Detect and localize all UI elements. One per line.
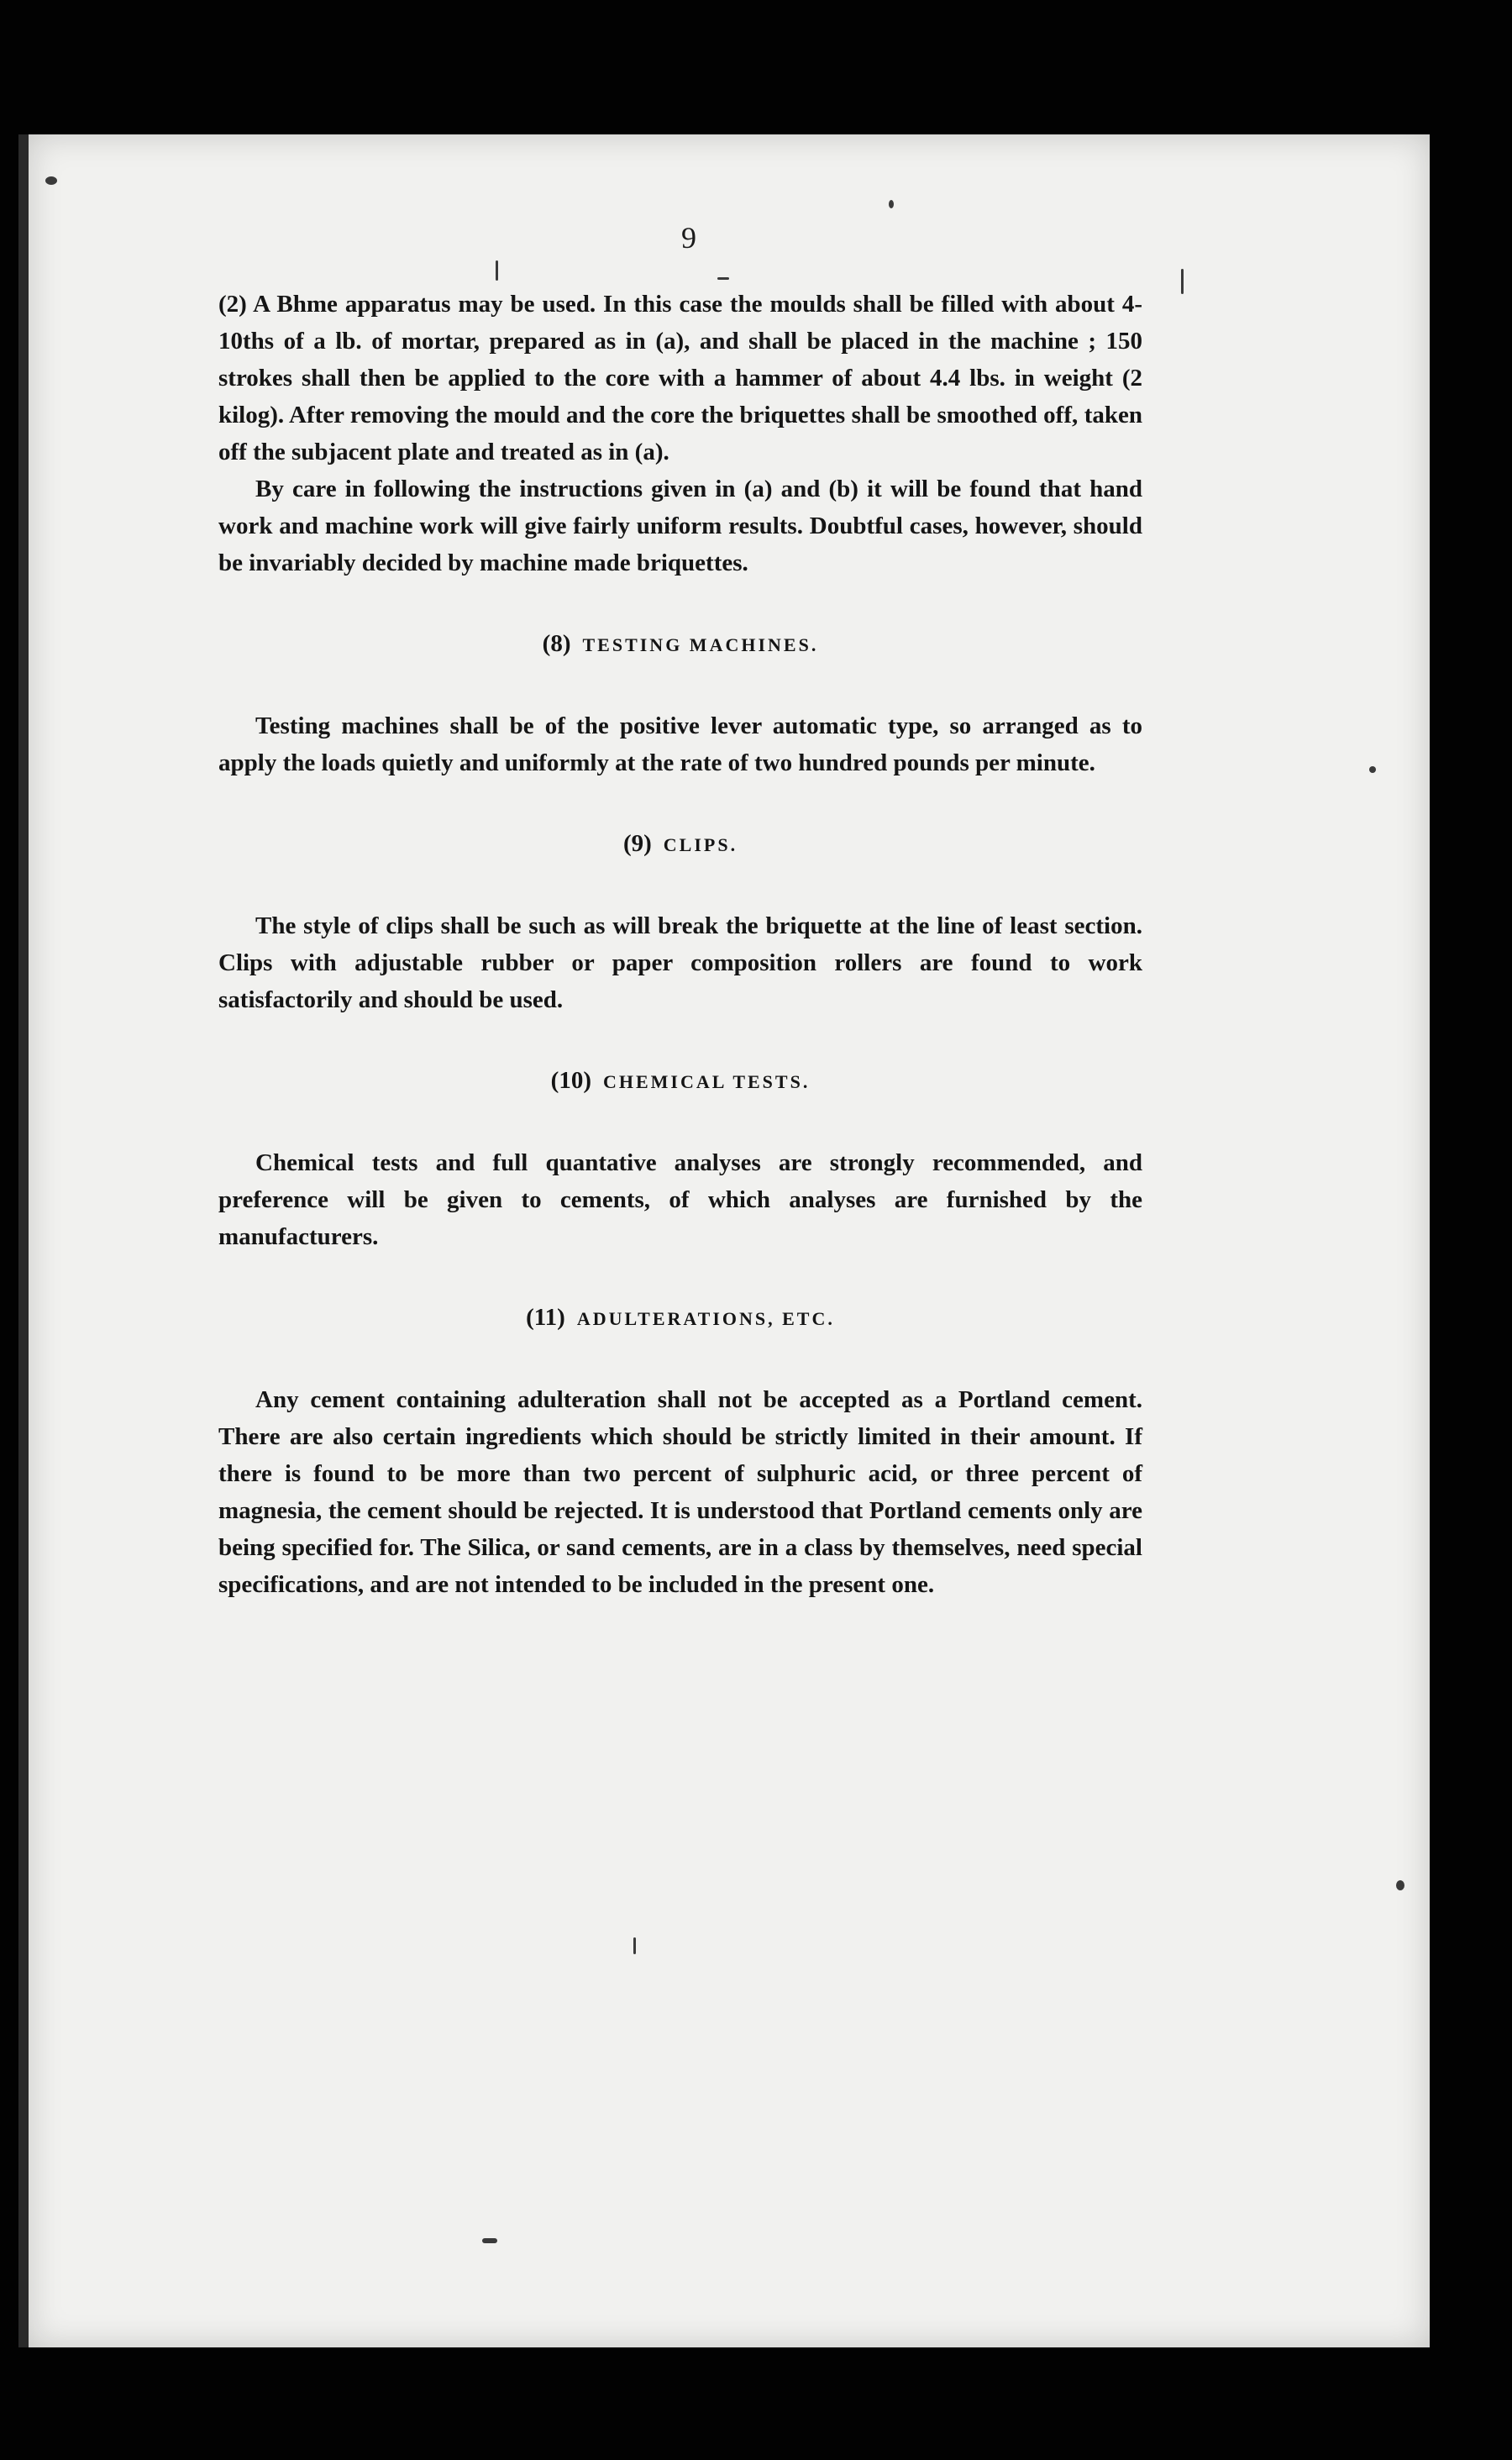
- paragraph-care: By care in following the instructions given in (a) and (b) it will be found that hand work and machine work will give fairly uniform results. Doubtful cases, however, should be invariably decided by machine made briquettes.: [218, 476, 1142, 576]
- section-heading-chemical-tests: [218, 1062, 1142, 1101]
- document-body: [218, 286, 1142, 1603]
- section-title: CLIPS.: [663, 834, 738, 855]
- section-title: TESTING MACHINES.: [582, 634, 819, 655]
- paragraph-apparatus: (2) A Bhme apparatus may be used. In this case the moulds shall be filled with about 4-10ths of a lb. of mortar, prepared as in (a), and shall be placed in the machine ; 150 strokes shall then be applied to the core with a hammer of about 4.4 lbs. in weight (2 kilog). After removing the mould and the core the briquettes shall be smoothed off, taken off the subjacent plate and treated as in (a).: [218, 291, 1142, 465]
- section-number: (11): [526, 1304, 565, 1331]
- section-number: (9): [622, 830, 652, 857]
- section-number: (10): [550, 1067, 591, 1094]
- section-number: (8): [542, 630, 571, 657]
- section-title: CHEMICAL TESTS.: [602, 1071, 811, 1092]
- paragraph-clips: The style of clips shall be such as will break the briquette at the line of least section. Clips with adjustable rubber or paper composition rollers are found to work satisfactorily and should be used.: [218, 912, 1142, 1013]
- section-heading-clips: [218, 825, 1142, 864]
- paragraph-testing-machines: Testing machines shall be of the positive lever automatic type, so arranged as to apply the loads quietly and uniformly at the rate of two hundred pounds per minute.: [218, 712, 1142, 776]
- page-number: 9: [681, 221, 696, 255]
- section-heading-testing-machines: [218, 625, 1142, 664]
- section-title: ADULTERATIONS, ETC.: [576, 1308, 835, 1329]
- paragraph-adulterations: Any cement containing adulteration shall not be accepted as a Portland cement. There are also certain ingredients which should be strictly limited in their amount. If there is found to be more than two percent of sulphuric acid, or three percent of magnesia, the cement should be rejected. It is understood that Portland cements only are being specified for. The Silica, or sand cements, are in a class by themselves, need special specifications, and are not intended to be included in the present one.: [218, 1386, 1142, 1598]
- section-heading-adulterations: [218, 1299, 1142, 1338]
- paragraph-chemical-tests: Chemical tests and full quantative analyses are strongly recommended, and preference will be given to cements, of which analyses are furnished by the manufacturers.: [218, 1149, 1142, 1250]
